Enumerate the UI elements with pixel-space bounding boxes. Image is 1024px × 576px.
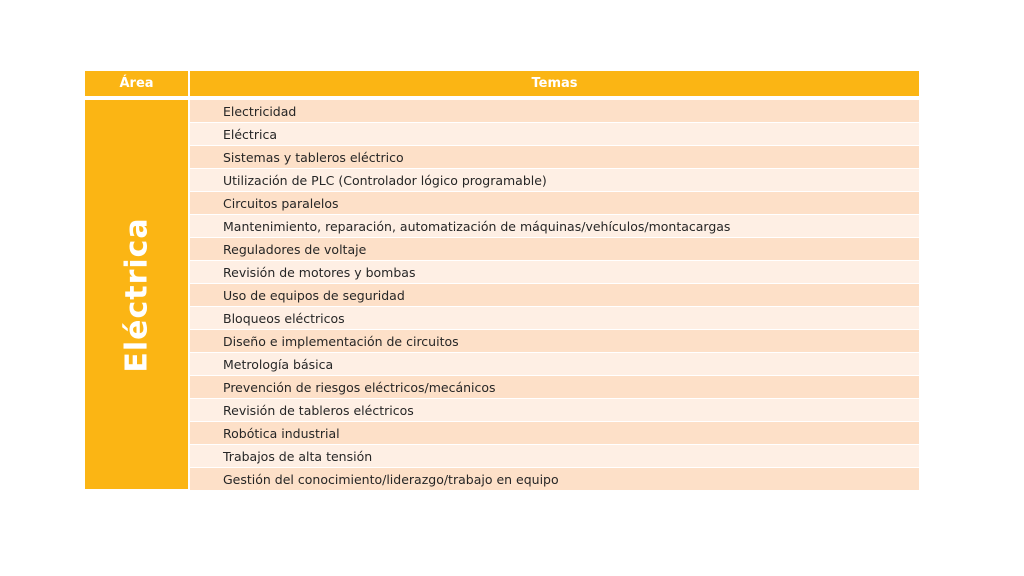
header-temas: Temas	[531, 76, 578, 91]
topics-table	[85, 71, 919, 491]
topic-row: Trabajos de alta tensión	[190, 445, 919, 468]
topic-row: Utilización de PLC (Controlador lógico programable)	[190, 169, 919, 192]
topic-row: Electricidad	[190, 100, 919, 123]
topics-list	[190, 100, 919, 491]
topic-row: Eléctrica	[190, 123, 919, 146]
area-cell	[85, 100, 190, 489]
topic-row: Mantenimiento, reparación, automatización de máquinas/vehículos/montacargas	[190, 215, 919, 238]
area-label: Eléctrica	[119, 216, 154, 373]
topic-row: Revisión de tableros eléctricos	[190, 399, 919, 422]
topic-row: Robótica industrial	[190, 422, 919, 445]
topic-row: Prevención de riesgos eléctricos/mecánicos	[190, 376, 919, 399]
topic-row: Sistemas y tableros eléctrico	[190, 146, 919, 169]
header-area: Área	[85, 71, 190, 96]
table-header-row	[85, 71, 919, 96]
topic-row: Reguladores de voltaje	[190, 238, 919, 261]
topic-row: Diseño e implementación de circuitos	[190, 330, 919, 353]
topic-row: Gestión del conocimiento/liderazgo/trabajo en equipo	[190, 468, 919, 491]
topic-row: Metrología básica	[190, 353, 919, 376]
table-body-row	[85, 100, 919, 491]
topic-row: Circuitos paralelos	[190, 192, 919, 215]
topic-row: Bloqueos eléctricos	[190, 307, 919, 330]
topic-row: Revisión de motores y bombas	[190, 261, 919, 284]
topic-row: Uso de equipos de seguridad	[190, 284, 919, 307]
